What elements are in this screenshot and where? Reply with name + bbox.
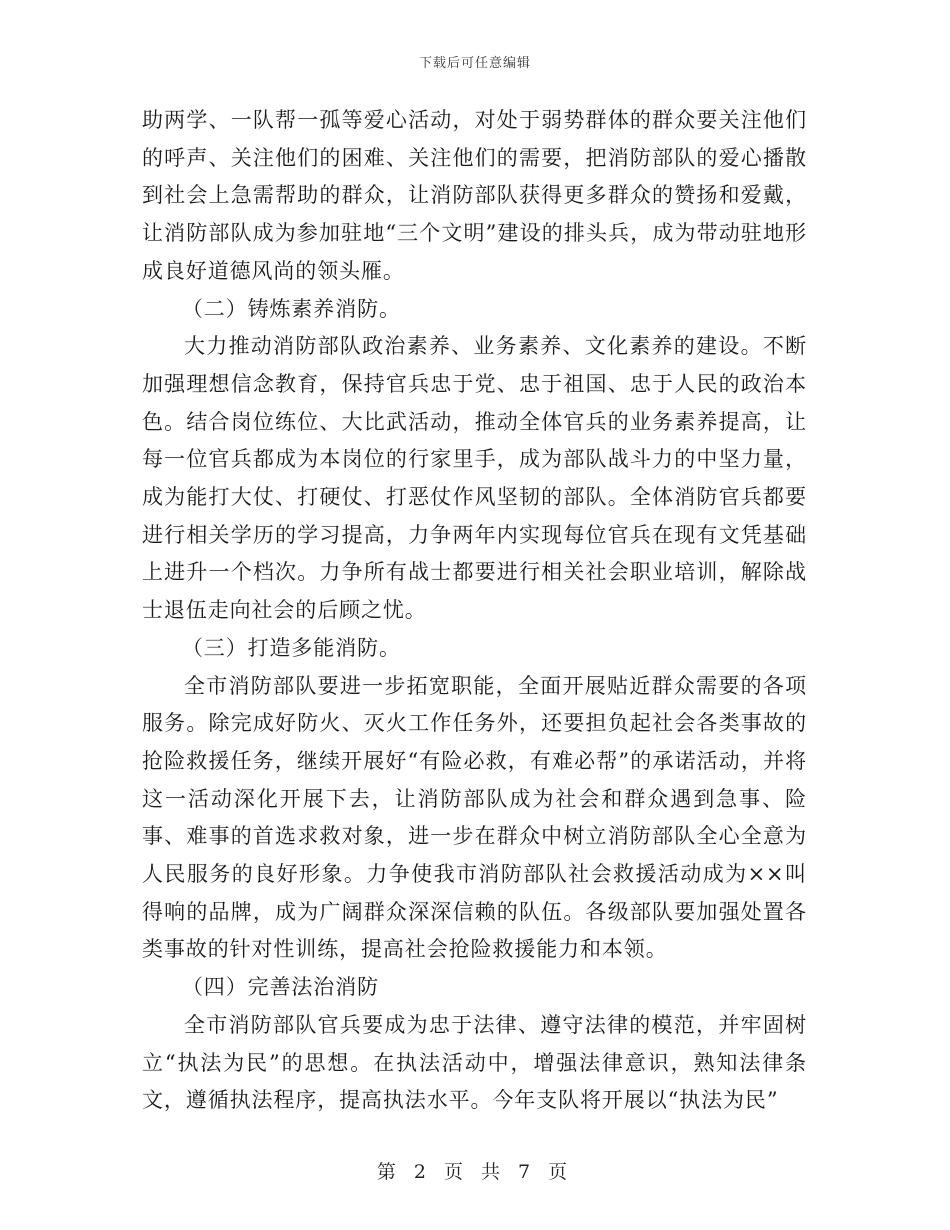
- document-body: [142, 102, 807, 1120]
- section-heading-2: （二）铸炼素养消防。: [181, 296, 401, 321]
- page-number: 第 2 页 共 7 页: [376, 1161, 574, 1183]
- paragraph-rule-of-law: 全市消防部队官兵要成为忠于法律、遵守法律的模范，并牢固树立“执法为民”的思想。在执法活动中，增强法律意识，熟知法律条文，遵循执法程序，提高执法水平。今年支队将开展以“执法为民”: [142, 1012, 807, 1113]
- paragraph-quality: 大力推动消防部队政治素养、业务素养、文化素养的建设。不断加强理想信念教育，保持官兵忠于党、忠于祖国、忠于人民的政治本色。结合岗位练位、大比武活动，推动全体官兵的业务素养提高，让每一位官兵都成为本岗位的行家里手，成为部队战斗力的中坚力量，成为能打大仗、打硬仗、打恶仗作风坚韧的部队。全体消防官兵都要进行相关学历的学习提高，力争两年内实现每位官兵在现有文凭基础上进升一个档次。力争所有战士都要进行相关社会职业培训，解除战士退伍走向社会的后顾之忧。: [142, 334, 807, 623]
- section-heading-4: （四）完善法治消防: [181, 975, 379, 1000]
- paragraph-continued: 助两学、一队帮一孤等爱心活动，对处于弱势群体的群众要关注他们的呼声、关注他们的困难、关注他们的需要，把消防部队的爱心播散到社会上急需帮助的群众，让消防部队获得更多群众的赞扬和爱戴，让消防部队成为参加驻地“三个文明”建设的排头兵，成为带动驻地形成良好道德风尚的领头雁。: [142, 108, 807, 283]
- page-header: 下载后可任意编辑: [418, 56, 531, 71]
- paragraph-multifunction: 全市消防部队要进一步拓宽职能，全面开展贴近群众需要的各项服务。除完成好防火、灭火工作任务外，还要担负起社会各类事故的抢险救援任务，继续开展好“有险必救，有难必帮”的承诺活动，并将这一活动深化开展下去，让消防部队成为社会和群众遇到急事、险事、难事的首选求救对象，进一步在群众中树立消防部队全心全意为人民服务的良好形象。力争使我市消防部队社会救援活动成为××叫得响的品牌，成为广阔群众深深信赖的队伍。各级部队要加强处置各类事故的针对性训练，提高社会抢险救援能力和本领。: [142, 673, 807, 962]
- section-heading-3: （三）打造多能消防。: [181, 635, 401, 660]
